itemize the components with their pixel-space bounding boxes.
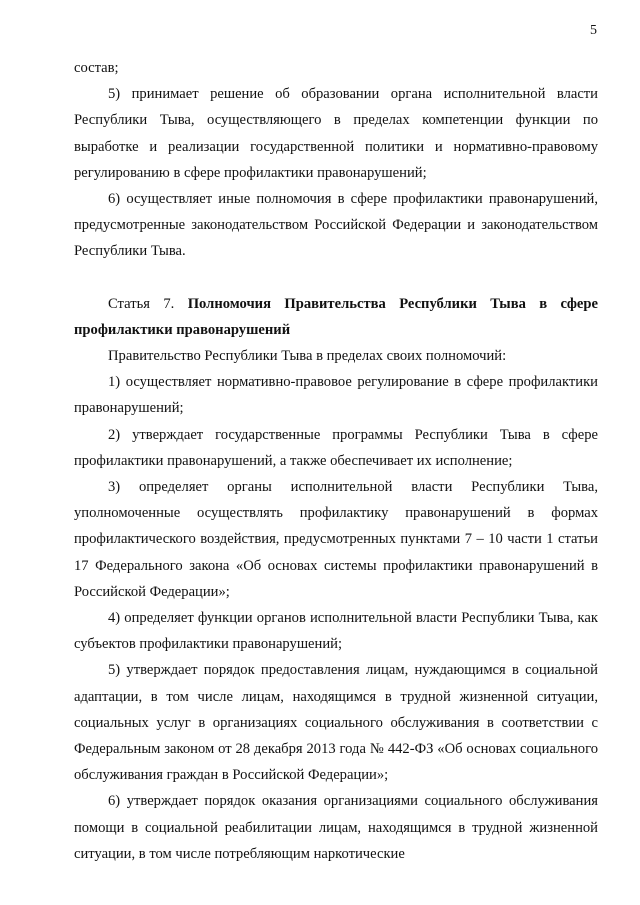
- article-item-2: 2) утверждает государственные программы Республики Тыва в сфере профилактики правонарушений, а также обеспечивает их исполнение;: [74, 426, 598, 469]
- article-intro: Правительство Республики Тыва в пределах своих полномочий:: [108, 348, 507, 365]
- document-body: [74, 55, 598, 867]
- paragraph-item-5: 5) принимает решение об образовании органа исполнительной власти Республики Тыва, осуществляющего в пределах компетенции функции по выработке и реализации государственной политики и нормативно-правовому регулированию в сфере профилактики правонарушений;: [74, 86, 598, 181]
- paragraph-continuation: состав;: [74, 60, 119, 76]
- article-item-1: 1) осуществляет нормативно-правовое регулирование в сфере профилактики правонарушений;: [74, 374, 598, 417]
- article-label: Статья 7.: [108, 295, 175, 312]
- article-title: Полномочия Правительства Республики Тыва в сфере профилактики правонарушений: [74, 295, 599, 338]
- article-item-4: 4) определяет функции органов исполнительной власти Республики Тыва, как субъектов профилактики правонарушений;: [74, 610, 598, 653]
- article-heading: [74, 291, 598, 343]
- paragraph-item-6: 6) осуществляет иные полномочия в сфере профилактики правонарушений, предусмотренные законодательством Российской Федерации и законодательством Республики Тыва.: [74, 191, 598, 260]
- article-item-3: 3) определяет органы исполнительной власти Республики Тыва, уполномоченные осуществлять профилактику правонарушений в формах профилактического воздействия, предусмотренных пунктами 7 – 10 части 1 статьи 17 Федерального закона «Об основах системы профилактики правонарушений в Российской Федерации»;: [74, 479, 598, 600]
- article-item-5: 5) утверждает порядок предоставления лицам, нуждающимся в социальной адаптации, в том числе лицам, находящимся в трудной жизненной ситуации, социальных услуг в организациях социального обслуживания в соответствии с Федеральным законом от 28 декабря 2013 года № 442-ФЗ «Об основах социального обслуживания граждан в Российской Федерации»;: [74, 662, 598, 784]
- article-item-6: 6) утверждает порядок оказания организациями социального обслуживания помощи в социальной реабилитации лицам, находящимся в трудной жизненной ситуации, в том числе потребляющим наркотические: [74, 793, 598, 862]
- page-number: 5: [590, 23, 597, 38]
